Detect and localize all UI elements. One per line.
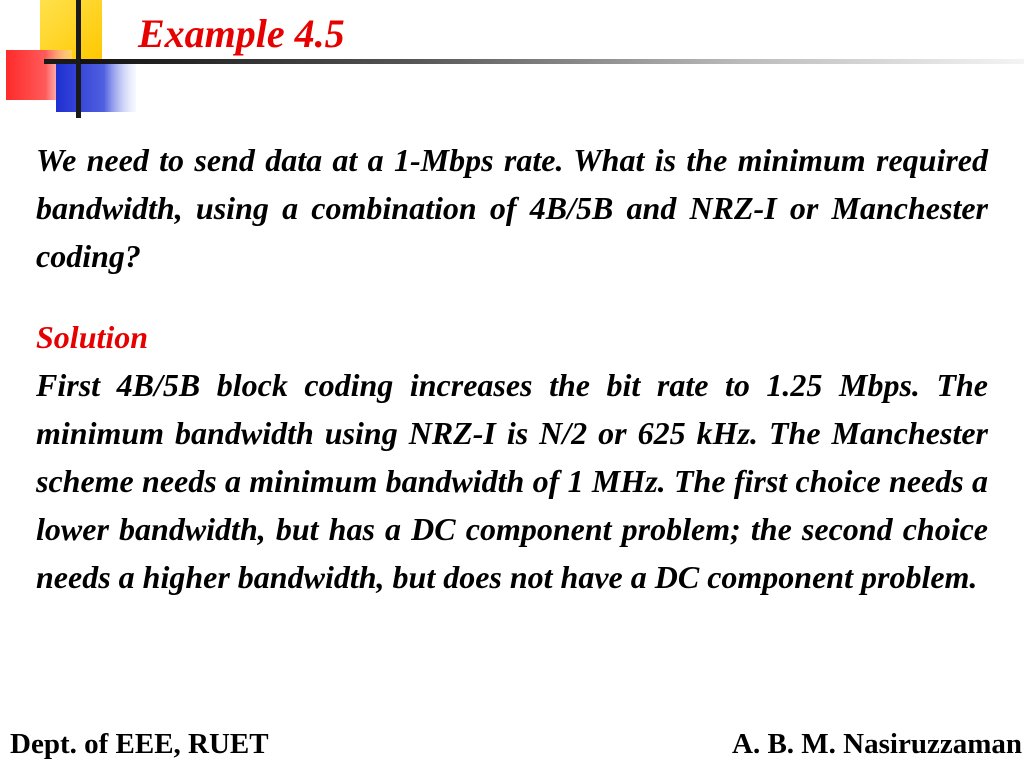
solution-heading: Solution — [36, 319, 149, 355]
solution-text: First 4B/5B block coding increases the bit rate to 1.25 Mbps. The minimum bandwidth using NRZ-I is N/2 or 625 kHz. The Manchester scheme needs a minimum bandwidth of 1 MHz. The first choice needs a lower bandwidth, but has a DC component problem; the second choice needs a higher bandwidth, but does not have a DC component problem. — [36, 367, 988, 595]
footer-department: Dept. of EEE, RUET — [10, 728, 269, 760]
slide-title: Example 4.5 — [138, 11, 345, 56]
footer-author: A. B. M. Nasiruzzaman — [732, 728, 1022, 760]
logo-blue-square — [56, 62, 136, 112]
title-underline-rule — [80, 59, 1024, 64]
question-text: We need to send data at a 1-Mbps rate. What is the minimum required bandwidth, using a combination of 4B/5B and NRZ-I or Manchester coding? — [36, 142, 988, 274]
